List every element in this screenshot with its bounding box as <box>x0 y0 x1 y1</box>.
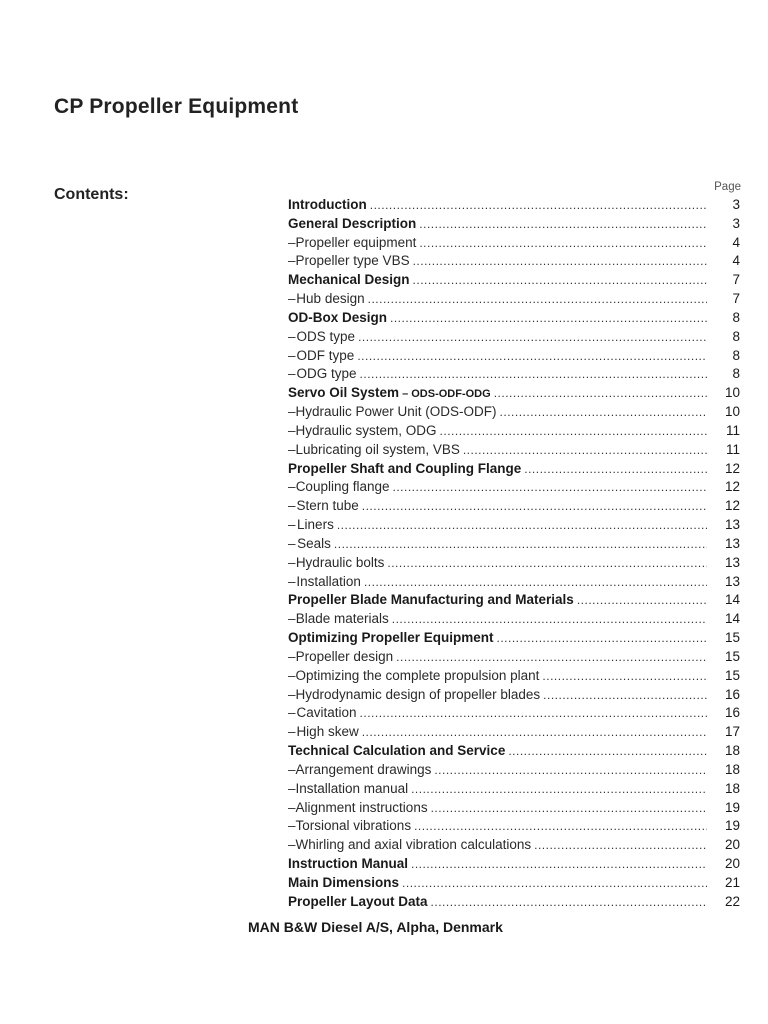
dot-leader <box>534 836 707 855</box>
toc-subentry-dash: – <box>288 554 296 570</box>
toc-page-number: 8 <box>732 309 740 325</box>
dot-leader <box>411 780 707 799</box>
dot-leader <box>402 874 707 893</box>
toc-entry-title: Optimizing Propeller Equipment <box>288 630 494 646</box>
toc-entry-title: Propeller Blade Manufacturing and Materials <box>288 592 574 608</box>
toc-page-number: 8 <box>732 347 740 363</box>
toc-page-number: 11 <box>725 422 740 438</box>
toc-subentry-dash: – <box>288 347 296 363</box>
dot-leader <box>357 347 707 366</box>
toc-entry[interactable] <box>288 365 740 384</box>
toc-page-number: 7 <box>732 272 740 288</box>
toc-entry-title: Torsional vibrations <box>295 818 412 834</box>
table-of-contents <box>288 196 740 911</box>
toc-entry-title: Blade materials <box>295 611 389 627</box>
toc-entry-title: Alignment instructions <box>295 799 428 815</box>
toc-entry-title: Installation manual <box>295 780 409 796</box>
toc-page-number: 20 <box>724 855 740 871</box>
toc-entry-title: Technical Calculation and Service <box>288 743 506 759</box>
toc-entry-title: Hub design <box>296 291 365 307</box>
toc-page-number: 21 <box>724 874 740 890</box>
toc-entry[interactable] <box>288 799 740 818</box>
toc-entry[interactable] <box>288 648 740 667</box>
dot-leader <box>370 196 707 215</box>
toc-entry[interactable] <box>288 516 740 535</box>
toc-entry[interactable] <box>288 309 740 328</box>
toc-subentry-dash: – <box>288 517 296 533</box>
dot-leader <box>577 591 707 610</box>
dot-leader <box>396 648 707 667</box>
toc-subentry-dash: – <box>288 441 296 457</box>
dot-leader <box>393 478 707 497</box>
dot-leader <box>414 817 707 836</box>
toc-entry[interactable] <box>288 723 740 742</box>
toc-subentry-dash: – <box>288 253 296 269</box>
toc-page-number: 13 <box>724 573 740 589</box>
toc-entry[interactable] <box>288 441 740 460</box>
dot-leader <box>494 384 707 403</box>
dot-leader <box>497 629 707 648</box>
dot-leader <box>413 252 707 271</box>
toc-entry-title: Stern tube <box>296 498 359 514</box>
toc-page-number: 13 <box>724 517 740 533</box>
toc-subentry-dash: – <box>288 780 296 796</box>
toc-page-number: 11 <box>725 441 740 457</box>
toc-entry[interactable] <box>288 422 740 441</box>
dot-leader <box>364 573 707 592</box>
toc-page-number: 13 <box>724 535 740 551</box>
toc-entry-title: Propeller equipment <box>295 234 417 250</box>
toc-subentry-dash: – <box>288 705 296 721</box>
dot-leader <box>463 441 707 460</box>
dot-leader <box>431 799 707 818</box>
toc-subentry-dash: – <box>288 724 296 740</box>
toc-entry-title: Mechanical Design <box>288 272 410 288</box>
toc-subentry-dash: – <box>288 648 296 664</box>
toc-entry-title: Main Dimensions <box>288 874 400 890</box>
toc-page-number: 10 <box>724 404 740 420</box>
dot-leader <box>419 215 707 234</box>
toc-subentry-dash: – <box>288 479 296 495</box>
toc-entry-title: Hydraulic Power Unit (ODS-ODF) <box>295 404 497 420</box>
toc-page-number: 16 <box>724 705 740 721</box>
dot-leader <box>390 309 707 328</box>
toc-page-number: 8 <box>732 366 740 382</box>
toc-entry[interactable] <box>288 196 740 215</box>
toc-page-number: 4 <box>732 253 740 269</box>
dot-leader <box>360 704 707 723</box>
toc-entry-title: Cavitation <box>296 705 357 721</box>
toc-page-number: 15 <box>724 667 740 683</box>
toc-subentry-dash: – <box>288 799 296 815</box>
toc-page-number: 4 <box>732 234 740 250</box>
toc-entry-suffix: – ODS-ODF-ODG <box>402 388 491 401</box>
toc-entry-title: OD-Box Design <box>288 309 388 325</box>
toc-page-number: 18 <box>724 743 740 759</box>
toc-page-number: 14 <box>724 611 740 627</box>
toc-page-number: 13 <box>724 554 740 570</box>
toc-entry-title: Propeller Shaft and Coupling Flange <box>288 460 522 476</box>
toc-page-number: 18 <box>724 761 740 777</box>
dot-leader <box>543 686 707 705</box>
dot-leader <box>334 535 707 554</box>
dot-leader <box>362 723 707 742</box>
dot-leader <box>337 516 707 535</box>
toc-page-number: 19 <box>724 818 740 834</box>
toc-subentry-dash: – <box>288 366 296 382</box>
toc-entry-title: Liners <box>297 517 334 533</box>
toc-entry-title: ODS type <box>296 328 356 344</box>
toc-page-number: 12 <box>724 479 740 495</box>
toc-entry-title: Propeller design <box>295 648 394 664</box>
toc-entry[interactable] <box>288 817 740 836</box>
toc-entry-title: Hydraulic system, ODG <box>295 422 437 438</box>
toc-entry[interactable] <box>288 573 740 592</box>
toc-page-number: 22 <box>724 893 740 909</box>
toc-entry[interactable] <box>288 610 740 629</box>
toc-entry-title: Hydraulic bolts <box>295 554 385 570</box>
page-column-label: Page <box>714 181 741 193</box>
toc-entry[interactable] <box>288 347 740 366</box>
toc-entry[interactable] <box>288 554 740 573</box>
toc-subentry-dash: – <box>288 234 296 250</box>
dot-leader <box>387 554 707 573</box>
dot-leader <box>542 667 707 686</box>
dot-leader <box>362 497 707 516</box>
toc-page-number: 20 <box>724 837 740 853</box>
toc-subentry-dash: – <box>288 837 296 853</box>
toc-entry[interactable] <box>288 497 740 516</box>
dot-leader <box>434 761 707 780</box>
toc-page-number: 15 <box>724 630 740 646</box>
toc-subentry-dash: – <box>288 573 296 589</box>
toc-page-number: 12 <box>724 460 740 476</box>
toc-entry[interactable] <box>288 855 740 874</box>
toc-subentry-dash: – <box>288 291 296 307</box>
dot-leader <box>413 271 707 290</box>
toc-page-number: 15 <box>724 648 740 664</box>
toc-entry[interactable] <box>288 234 740 253</box>
dot-leader <box>368 290 707 309</box>
toc-entry[interactable] <box>288 478 740 497</box>
dot-leader <box>358 328 707 347</box>
dot-leader <box>419 234 707 253</box>
toc-entry-title: Instruction Manual <box>288 855 409 871</box>
toc-entry-title: Servo Oil System – ODS-ODF-ODG <box>288 385 491 401</box>
toc-entry-title: Propeller type VBS <box>295 253 410 269</box>
dot-leader <box>440 422 707 441</box>
toc-page-number: 3 <box>732 215 740 231</box>
toc-entry[interactable] <box>288 591 740 610</box>
toc-subentry-dash: – <box>288 404 296 420</box>
toc-subentry-dash: – <box>288 328 296 344</box>
toc-entry-title: Seals <box>297 535 331 551</box>
toc-entry[interactable] <box>288 629 740 648</box>
toc-page-number: 14 <box>724 592 740 608</box>
contents-heading: Contents: <box>54 186 129 203</box>
toc-page-number: 16 <box>724 686 740 702</box>
toc-entry-title: High skew <box>296 724 359 740</box>
toc-entry[interactable] <box>288 403 740 422</box>
toc-entry-title: Installation <box>296 573 361 589</box>
toc-page-number: 8 <box>732 328 740 344</box>
document-title: CP Propeller Equipment <box>54 95 299 118</box>
toc-entry[interactable] <box>288 836 740 855</box>
toc-entry[interactable] <box>288 215 740 234</box>
toc-entry[interactable] <box>288 761 740 780</box>
toc-entry-title: Propeller Layout Data <box>288 893 428 909</box>
toc-entry[interactable] <box>288 384 740 403</box>
toc-entry[interactable] <box>288 780 740 799</box>
toc-subentry-dash: – <box>288 422 296 438</box>
toc-entry-title: General Description <box>288 215 417 231</box>
toc-entry-title: Hydrodynamic design of propeller blades <box>295 686 541 702</box>
toc-entry[interactable] <box>288 328 740 347</box>
toc-entry-title: Introduction <box>288 197 367 212</box>
toc-entry-title: Arrangement drawings <box>295 761 432 777</box>
dot-leader <box>500 403 707 422</box>
toc-subentry-dash: – <box>288 535 296 551</box>
dot-leader <box>360 365 707 384</box>
toc-entry[interactable] <box>288 704 740 723</box>
toc-page-number: 17 <box>724 724 740 740</box>
toc-subentry-dash: – <box>288 761 296 777</box>
dot-leader <box>508 742 707 761</box>
dot-leader <box>392 610 707 629</box>
toc-entry[interactable] <box>288 667 740 686</box>
toc-page-number: 7 <box>732 291 740 307</box>
toc-entry[interactable] <box>288 893 740 912</box>
toc-entry-title: Lubricating oil system, VBS <box>295 441 460 457</box>
toc-entry-title: Optimizing the complete propulsion plant <box>295 667 540 683</box>
dot-leader <box>431 893 707 912</box>
toc-subentry-dash: – <box>288 611 296 627</box>
toc-entry-title: ODG type <box>296 366 357 382</box>
toc-entry[interactable] <box>288 535 740 554</box>
toc-page-number: 12 <box>724 498 740 514</box>
toc-subentry-dash: – <box>288 818 296 834</box>
toc-entry[interactable] <box>288 874 740 893</box>
toc-page-number: 19 <box>724 799 740 815</box>
toc-subentry-dash: – <box>288 498 296 514</box>
dot-leader <box>524 460 707 479</box>
toc-entry-title: ODF type <box>296 347 355 363</box>
toc-subentry-dash: – <box>288 686 296 702</box>
toc-page-number: 3 <box>732 197 740 212</box>
toc-page-number: 18 <box>724 780 740 796</box>
publisher-footer: MAN B&W Diesel A/S, Alpha, Denmark <box>248 919 503 935</box>
toc-entry-title: Coupling flange <box>295 479 390 495</box>
toc-entry[interactable] <box>288 686 740 705</box>
toc-subentry-dash: – <box>288 667 296 683</box>
dot-leader <box>411 855 707 874</box>
toc-entry[interactable] <box>288 460 740 479</box>
toc-entry-title: Whirling and axial vibration calculations <box>295 837 532 853</box>
toc-entry[interactable] <box>288 742 740 761</box>
toc-entry[interactable] <box>288 271 740 290</box>
toc-page-number: 10 <box>724 385 740 401</box>
toc-entry[interactable] <box>288 252 740 271</box>
toc-entry[interactable] <box>288 290 740 309</box>
